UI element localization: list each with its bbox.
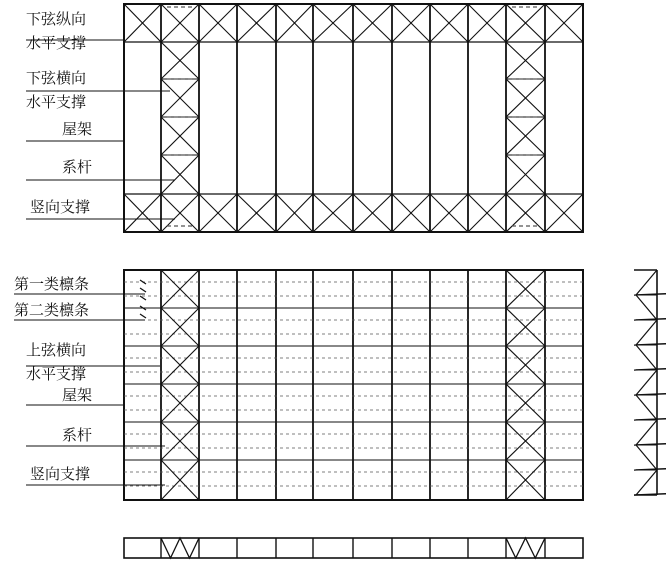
top-plan-labels	[26, 10, 92, 216]
elevation-web	[636, 445, 657, 470]
elevation-web	[636, 345, 657, 370]
bottom-plan-labels	[14, 275, 92, 483]
purlin-tick	[140, 288, 146, 292]
label-vertical-bracing-top: 竖向支撑	[30, 198, 91, 216]
label-tie-rod-bottom: 系杆	[62, 426, 93, 444]
label-vertical-bracing-bottom: 竖向支撑	[30, 465, 91, 483]
purlin-tick	[140, 280, 146, 284]
strip-zigzag	[506, 538, 545, 558]
elevation-web	[636, 420, 657, 445]
strip-zigzag	[161, 538, 199, 558]
label-lower-chord-longitudinal-2: 水平支撑	[26, 34, 87, 52]
label-purlin-type1: 第一类檩条	[14, 275, 90, 293]
lower-chord-bracing-plan	[26, 4, 583, 232]
truss-elevation	[634, 270, 666, 495]
label-lower-chord-transverse-1: 下弦横向	[26, 69, 87, 87]
label-upper-chord-transverse-1: 上弦横向	[26, 341, 87, 359]
label-truss-bottom: 屋架	[62, 386, 93, 404]
elevation-web	[636, 370, 657, 395]
elevation-web	[636, 320, 657, 345]
vertical-bracing-strip	[124, 538, 583, 558]
elevation-web	[636, 395, 657, 420]
label-lower-chord-transverse-2: 水平支撑	[26, 93, 87, 111]
label-lower-chord-longitudinal-1: 下弦纵向	[26, 10, 87, 28]
upper-chord-bracing-plan	[14, 270, 583, 500]
label-upper-chord-transverse-2: 水平支撑	[26, 365, 87, 383]
label-tie-rod-top: 系杆	[62, 158, 93, 176]
label-truss-top: 屋架	[62, 120, 93, 138]
elevation-web	[636, 470, 657, 495]
elevation-web	[636, 270, 657, 295]
purlin-tick	[140, 314, 146, 318]
purlin-tick	[140, 296, 146, 300]
elevation-web	[636, 295, 657, 320]
label-purlin-type2: 第二类檩条	[14, 301, 90, 319]
